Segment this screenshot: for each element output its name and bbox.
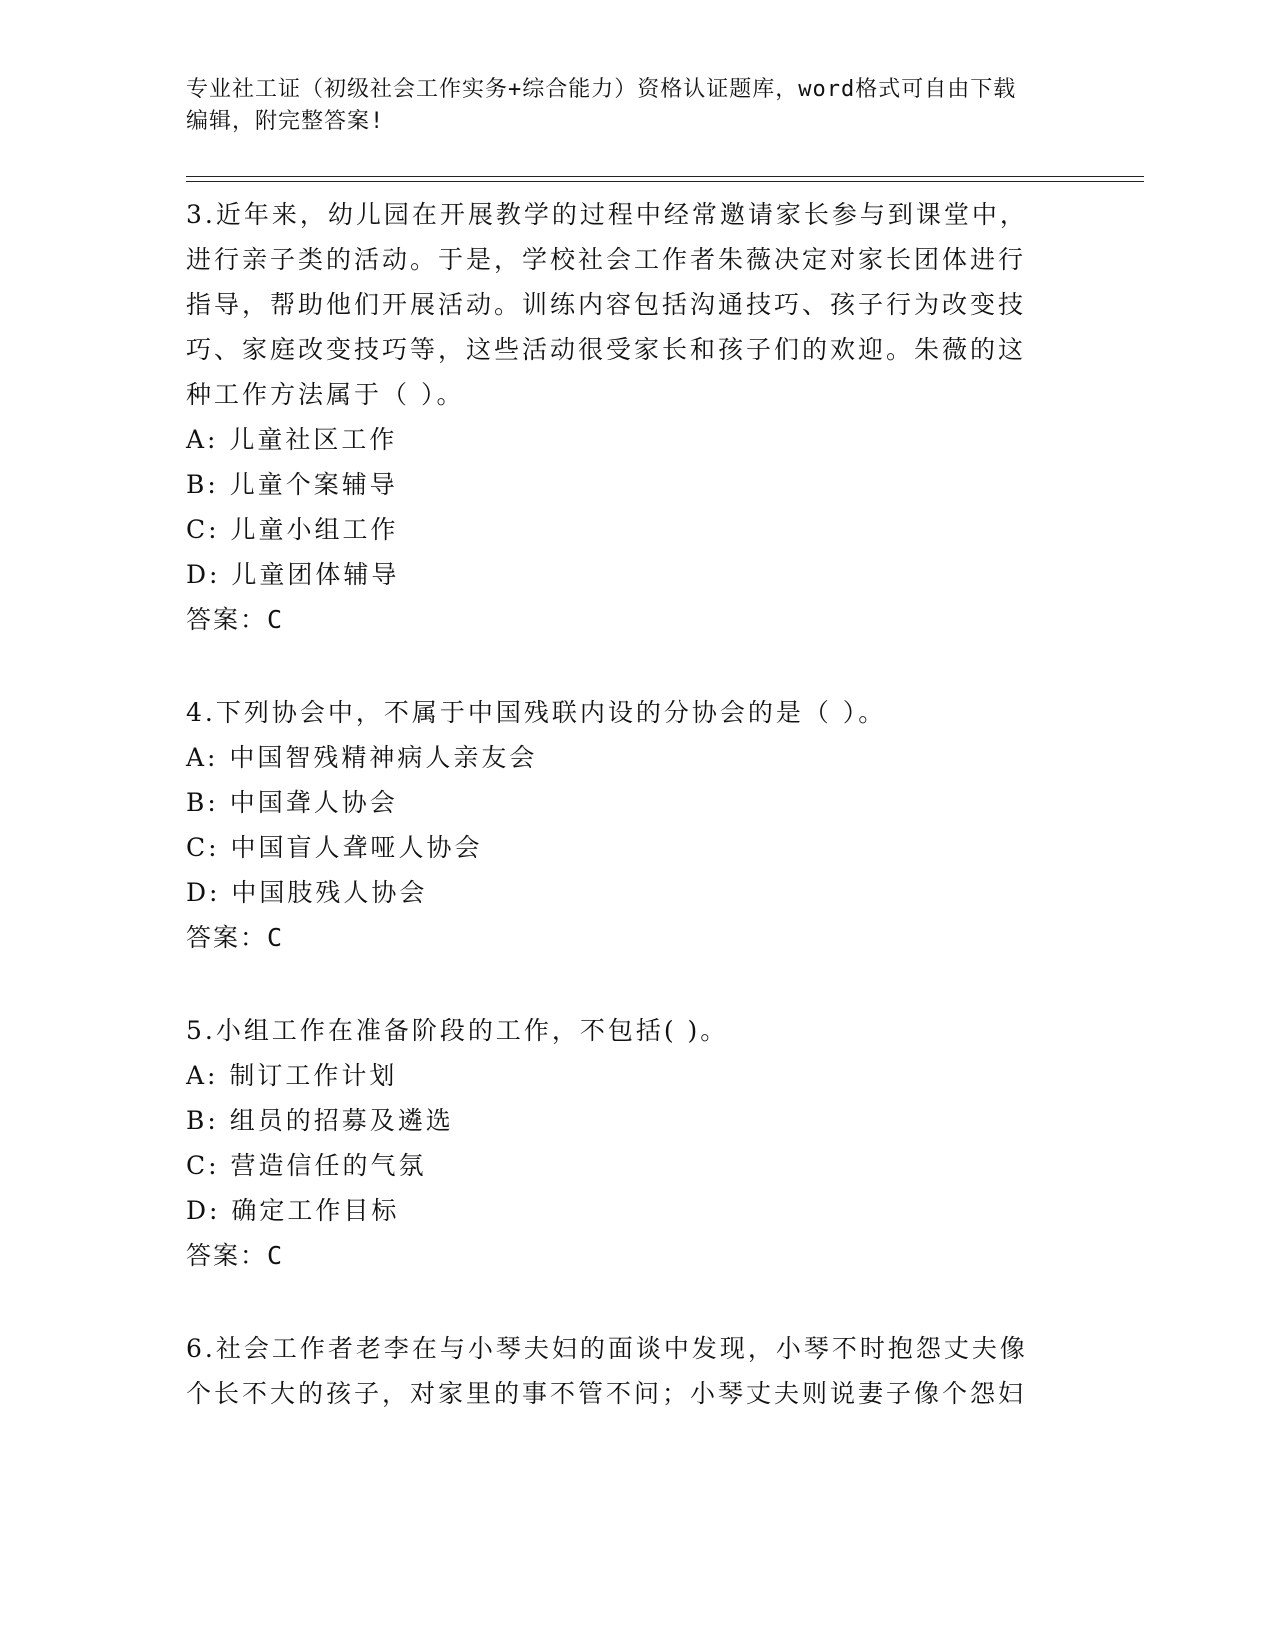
option-d: D: 中国肢残人协会: [186, 878, 428, 907]
question-6: [186, 1326, 1066, 1416]
header-title-line-2: 编辑，附完整答案!: [186, 109, 385, 134]
option-b: B: 组员的招募及遴选: [186, 1106, 454, 1135]
question-spacer: [186, 1278, 1066, 1326]
question-stem-line: 4.下列协会中，不属于中国残联内设的分协会的是（ ）。: [186, 698, 887, 727]
option-a: A: 中国智残精神病人亲友会: [186, 743, 538, 772]
answer-line: 答案：C: [186, 1241, 285, 1270]
question-3: [186, 192, 1066, 642]
question-stem-line: 指导，帮助他们开展活动。训练内容包括沟通技巧、孩子行为改变技: [186, 290, 1027, 319]
question-spacer: [186, 960, 1066, 1008]
option-a: A: 制订工作计划: [186, 1061, 398, 1090]
option-d: D: 确定工作目标: [186, 1196, 400, 1225]
question-list: [186, 192, 1066, 1416]
option-c: C: 儿童小组工作: [186, 515, 399, 544]
question-stem: [186, 1326, 1066, 1416]
question-stem: [186, 1008, 1066, 1053]
option-a: A: 儿童社区工作: [186, 425, 398, 454]
question-stem-line: 种工作方法属于（ ）。: [186, 380, 465, 409]
question-stem: [186, 690, 1066, 735]
question-stem-line: 进行亲子类的活动。于是，学校社会工作者朱薇决定对家长团体进行: [186, 245, 1027, 274]
question-stem-line: 5.小组工作在准备阶段的工作，不包括( )。: [186, 1016, 729, 1045]
header-divider-bottom: [186, 181, 1144, 182]
option-b: B: 儿童个案辅导: [186, 470, 398, 499]
answer-line: 答案：C: [186, 605, 285, 634]
question-4: [186, 690, 1066, 960]
question-stem-line: 3.近年来，幼儿园在开展教学的过程中经常邀请家长参与到课堂中，: [186, 200, 1028, 229]
document-header: [186, 74, 1086, 138]
question-stem-line: 6.社会工作者老李在与小琴夫妇的面谈中发现，小琴不时抱怨丈夫像: [186, 1334, 1028, 1363]
option-d: D: 儿童团体辅导: [186, 560, 400, 589]
header-title-line-1: 专业社工证（初级社会工作实务+综合能力）资格认证题库，word格式可自由下载: [186, 77, 1017, 102]
question-stem: [186, 192, 1066, 417]
option-c: C: 营造信任的气氛: [186, 1151, 427, 1180]
question-stem-line: 个长不大的孩子，对家里的事不管不问；小琴丈夫则说妻子像个怨妇: [186, 1379, 1027, 1408]
option-c: C: 中国盲人聋哑人协会: [186, 833, 483, 862]
answer-line: 答案：C: [186, 923, 285, 952]
header-divider-top: [186, 176, 1144, 177]
option-b: B: 中国聋人协会: [186, 788, 398, 817]
question-spacer: [186, 642, 1066, 690]
question-5: [186, 1008, 1066, 1278]
question-stem-line: 巧、家庭改变技巧等，这些活动很受家长和孩子们的欢迎。朱薇的这: [186, 335, 1027, 364]
